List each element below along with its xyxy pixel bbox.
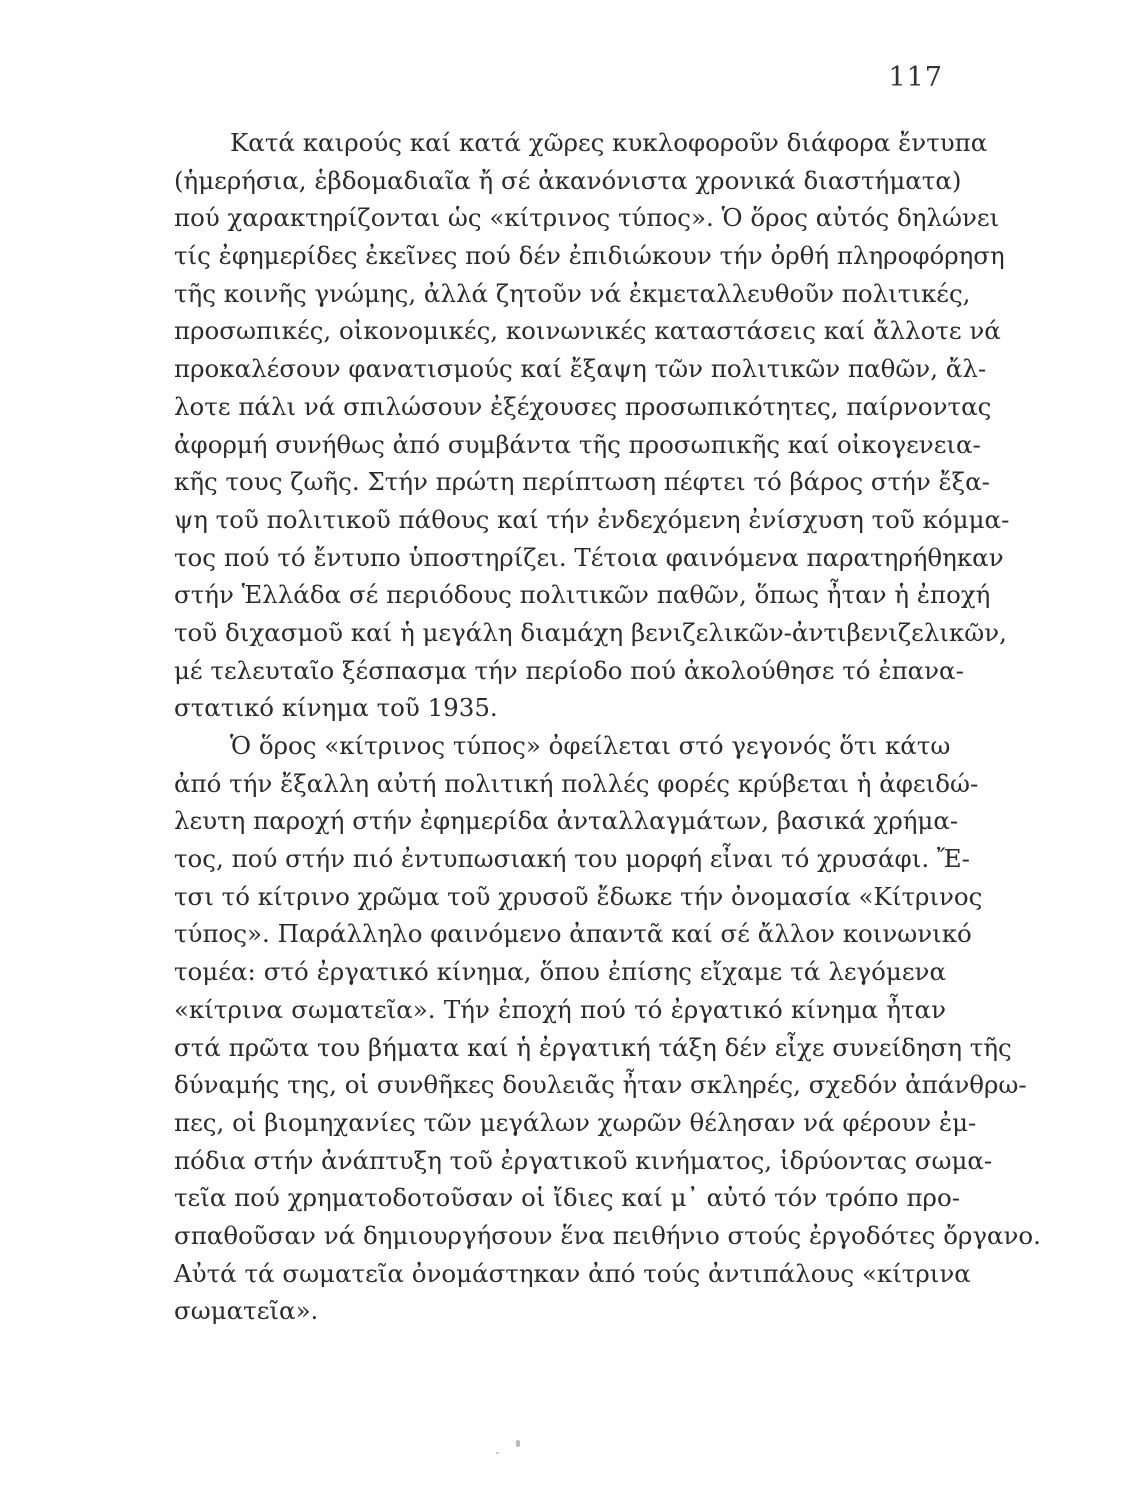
- text-line: τύπος». Παράλληλο φαινόμενο ἀπαντᾶ καί σέ ἄλλον κοινωνικό: [174, 919, 972, 949]
- text-line: λευτη παροχή στήν ἐφημερίδα ἀνταλλαγμάτων, βασικά χρήμα-: [174, 806, 959, 836]
- ink-speck: [496, 1452, 499, 1454]
- text-line: τομέα: στό ἐργατικό κίνημα, ὅπου ἐπίσης εἴχαμε τά λεγόμενα: [174, 957, 946, 987]
- text-line: κῆς τους ζωῆς. Στήν πρώτη περίπτωση πέφτει τό βάρος στήν ἔξα-: [174, 467, 990, 497]
- text-line: ἀφορμή συνήθως ἀπό συμβάντα τῆς προσωπικῆς καί οἰκογενεια-: [174, 429, 981, 459]
- text-line: σπαθοῦσαν νά δημιουργήσουν ἕνα πειθήνιο στούς ἐργοδότες ὄργανο.: [174, 1220, 1041, 1250]
- text-line: πόδια στήν ἀνάπτυξη τοῦ ἐργατικοῦ κινήματος, ἱδρύοντας σωμα-: [174, 1145, 993, 1175]
- page-number: 117: [888, 62, 943, 93]
- ink-speck: [516, 1440, 520, 1447]
- text-line: Αὐτά τά σωματεῖα ὀνομάστηκαν ἀπό τούς ἀντιπάλους «κίτρινα: [174, 1258, 971, 1288]
- text-line: «κίτρινα σωματεῖα». Τήν ἐποχή πού τό ἐργατικό κίνημα ἦταν: [174, 994, 946, 1024]
- text-line: ἀπό τήν ἔξαλλη αὐτή πολιτική πολλές φορές κρύβεται ἡ ἀφειδώ-: [174, 768, 979, 798]
- text-line: τος πού τό ἔντυπο ὑποστηρίζει. Τέτοια φαινόμενα παρατηρήθηκαν: [174, 542, 1004, 572]
- text-line: σωματεῖα».: [174, 1296, 319, 1326]
- text-line: δύναμής της, οἱ συνθῆκες δουλειᾶς ἦταν σκληρές, σχεδόν ἀπάνθρω-: [174, 1070, 1027, 1100]
- text-line: προκαλέσουν φανατισμούς καί ἔξαψη τῶν πολιτικῶν παθῶν, ἄλ-: [174, 354, 987, 384]
- body-text: [174, 124, 1041, 1330]
- text-line: πες, οἱ βιομηχανίες τῶν μεγάλων χωρῶν θέλησαν νά φέρουν ἐμ-: [174, 1107, 977, 1137]
- text-line: στατικό κίνημα τοῦ 1935.: [174, 693, 498, 723]
- text-line: τσι τό κίτρινο χρῶμα τοῦ χρυσοῦ ἔδωκε τήν ὀνομασία «Κίτρινος: [174, 881, 983, 911]
- paragraph: [174, 124, 1010, 727]
- text-line: τίς ἐφημερίδες ἐκεῖνες πού δέν ἐπιδιώκουν τήν ὀρθή πληροφόρηση: [174, 241, 1005, 271]
- text-line: Κατά καιρούς καί κατά χῶρες κυκλοφοροῦν διάφορα ἔντυπα: [230, 128, 988, 157]
- text-line: προσωπικές, οἰκονομικές, κοινωνικές καταστάσεις καί ἄλλοτε νά: [174, 316, 1001, 346]
- text-line: στά πρῶτα του βήματα καί ἡ ἐργατική τάξη δέν εἶχε συνείδηση τῆς: [174, 1032, 1012, 1062]
- text-line: τῆς κοινῆς γνώμης, ἀλλά ζητοῦν νά ἐκμεταλλευθοῦν πολιτικές,: [174, 278, 971, 308]
- text-line: τεῖα πού χρηματοδοτοῦσαν οἱ ἴδιες καί μ᾿ αὐτό τόν τρόπο προ-: [174, 1183, 960, 1213]
- text-line: ψη τοῦ πολιτικοῦ πάθους καί τήν ἐνδεχόμενη ἐνίσχυση τοῦ κόμμα-: [174, 504, 1010, 534]
- text-line: (ἡμερήσια, ἑβδομαδιαῖα ἤ σέ ἀκανόνιστα χρονικά διαστήματα): [174, 165, 962, 195]
- text-line: μέ τελευταῖο ξέσπασμα τήν περίοδο πού ἀκολούθησε τό ἐπανα-: [174, 655, 964, 685]
- text-line: τοῦ διχασμοῦ καί ἡ μεγάλη διαμάχη βενιζελικῶν-ἀντιβενιζελικῶν,: [174, 617, 1007, 647]
- paragraph: [174, 727, 1041, 1330]
- text-line: λοτε πάλι νά σπιλώσουν ἐξέχουσες προσωπικότητες, παίρνοντας: [174, 391, 992, 421]
- text-line: πού χαρακτηρίζονται ὡς «κίτρινος τύπος». Ὁ ὅρος αὐτός δηλώνει: [174, 203, 1000, 233]
- text-line: Ὁ ὅρος «κίτρινος τύπος» ὀφείλεται στό γεγονός ὅτι κάτω: [230, 731, 951, 760]
- text-line: τος, πού στήν πιό ἐντυπωσιακή του μορφή εἶναι τό χρυσάφι. Ἔ-: [174, 844, 970, 874]
- text-line: στήν Ἑλλάδα σέ περιόδους πολιτικῶν παθῶν, ὅπως ἦταν ἡ ἐποχή: [174, 580, 991, 610]
